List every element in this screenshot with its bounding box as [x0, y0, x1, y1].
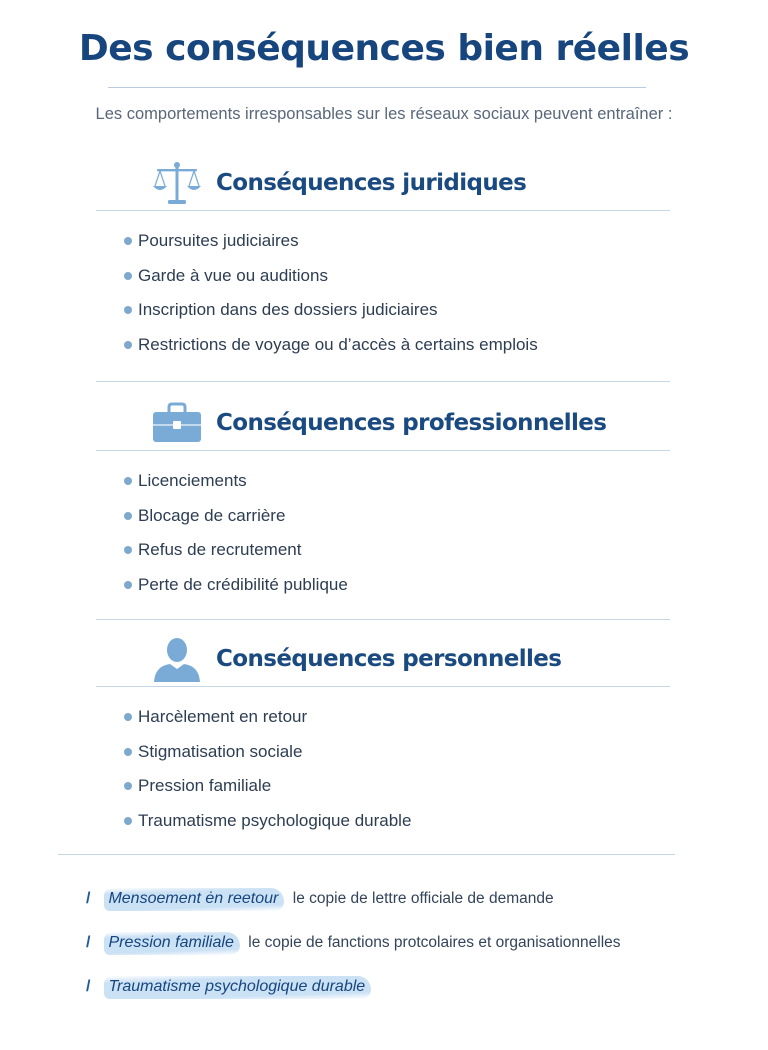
list-item: Perte de crédibilité publique: [124, 575, 670, 610]
list-item: Harcèlement en retour: [124, 707, 670, 742]
note-highlight: Mensoement ėn reetour: [104, 888, 284, 911]
list-item: Blocage de carrière: [124, 506, 670, 541]
section-legal-header: [96, 160, 670, 210]
list-item: Licenciements: [124, 471, 670, 506]
list-item: Inscription dans des dossiers judiciaires: [124, 300, 670, 335]
section-personal-header: [96, 636, 670, 686]
list-item: Traumatisme psychologique durable: [124, 811, 670, 846]
check-icon: /: [86, 978, 91, 995]
section-personal: [96, 636, 670, 845]
list-item: Refus de recrutement: [124, 540, 670, 575]
section-divider: [96, 619, 670, 620]
briefcase-icon: [152, 400, 202, 448]
note-item: [86, 932, 746, 976]
note-highlight: Pression familiale: [104, 932, 239, 955]
list-item: Restrictions de voyage ou d’accès à certains emplois: [124, 335, 670, 370]
scales-icon: [152, 160, 202, 208]
list-item: Stigmatisation sociale: [124, 742, 670, 777]
consequence-list: [96, 211, 670, 369]
section-divider: [96, 381, 670, 382]
section-professional: [96, 400, 670, 609]
notes-list: [86, 888, 746, 1020]
note-highlight: Traumatisme psychologique durable: [104, 976, 371, 999]
section-title: Conséquences juridiques: [216, 170, 527, 196]
consequence-list: [96, 451, 670, 609]
list-item: Garde à vue ou auditions: [124, 266, 670, 301]
section-legal: [96, 160, 670, 369]
bottom-divider: [58, 854, 675, 855]
person-icon: [152, 636, 202, 684]
section-title: Conséquences professionnelles: [216, 410, 607, 436]
consequence-list: [96, 687, 670, 845]
note-item: [86, 888, 746, 932]
note-text: le copie de lettre officiale de demande: [292, 890, 554, 907]
page-title: Des conséquences bien réelles: [78, 28, 690, 69]
list-item: Poursuites judiciaires: [124, 231, 670, 266]
note-item: [86, 976, 746, 1020]
check-icon: /: [86, 934, 91, 951]
section-professional-header: [96, 400, 670, 450]
section-title: Conséquences personnelles: [216, 646, 562, 672]
list-item: Pression familiale: [124, 776, 670, 811]
check-icon: /: [86, 890, 91, 907]
intro-text: Les comportements irresponsables sur les réseaux sociaux peuvent entraîner :: [95, 105, 673, 123]
title-divider: [108, 87, 646, 88]
note-text: le copie de fanctions protcolaires et organisationnelles: [248, 934, 621, 951]
